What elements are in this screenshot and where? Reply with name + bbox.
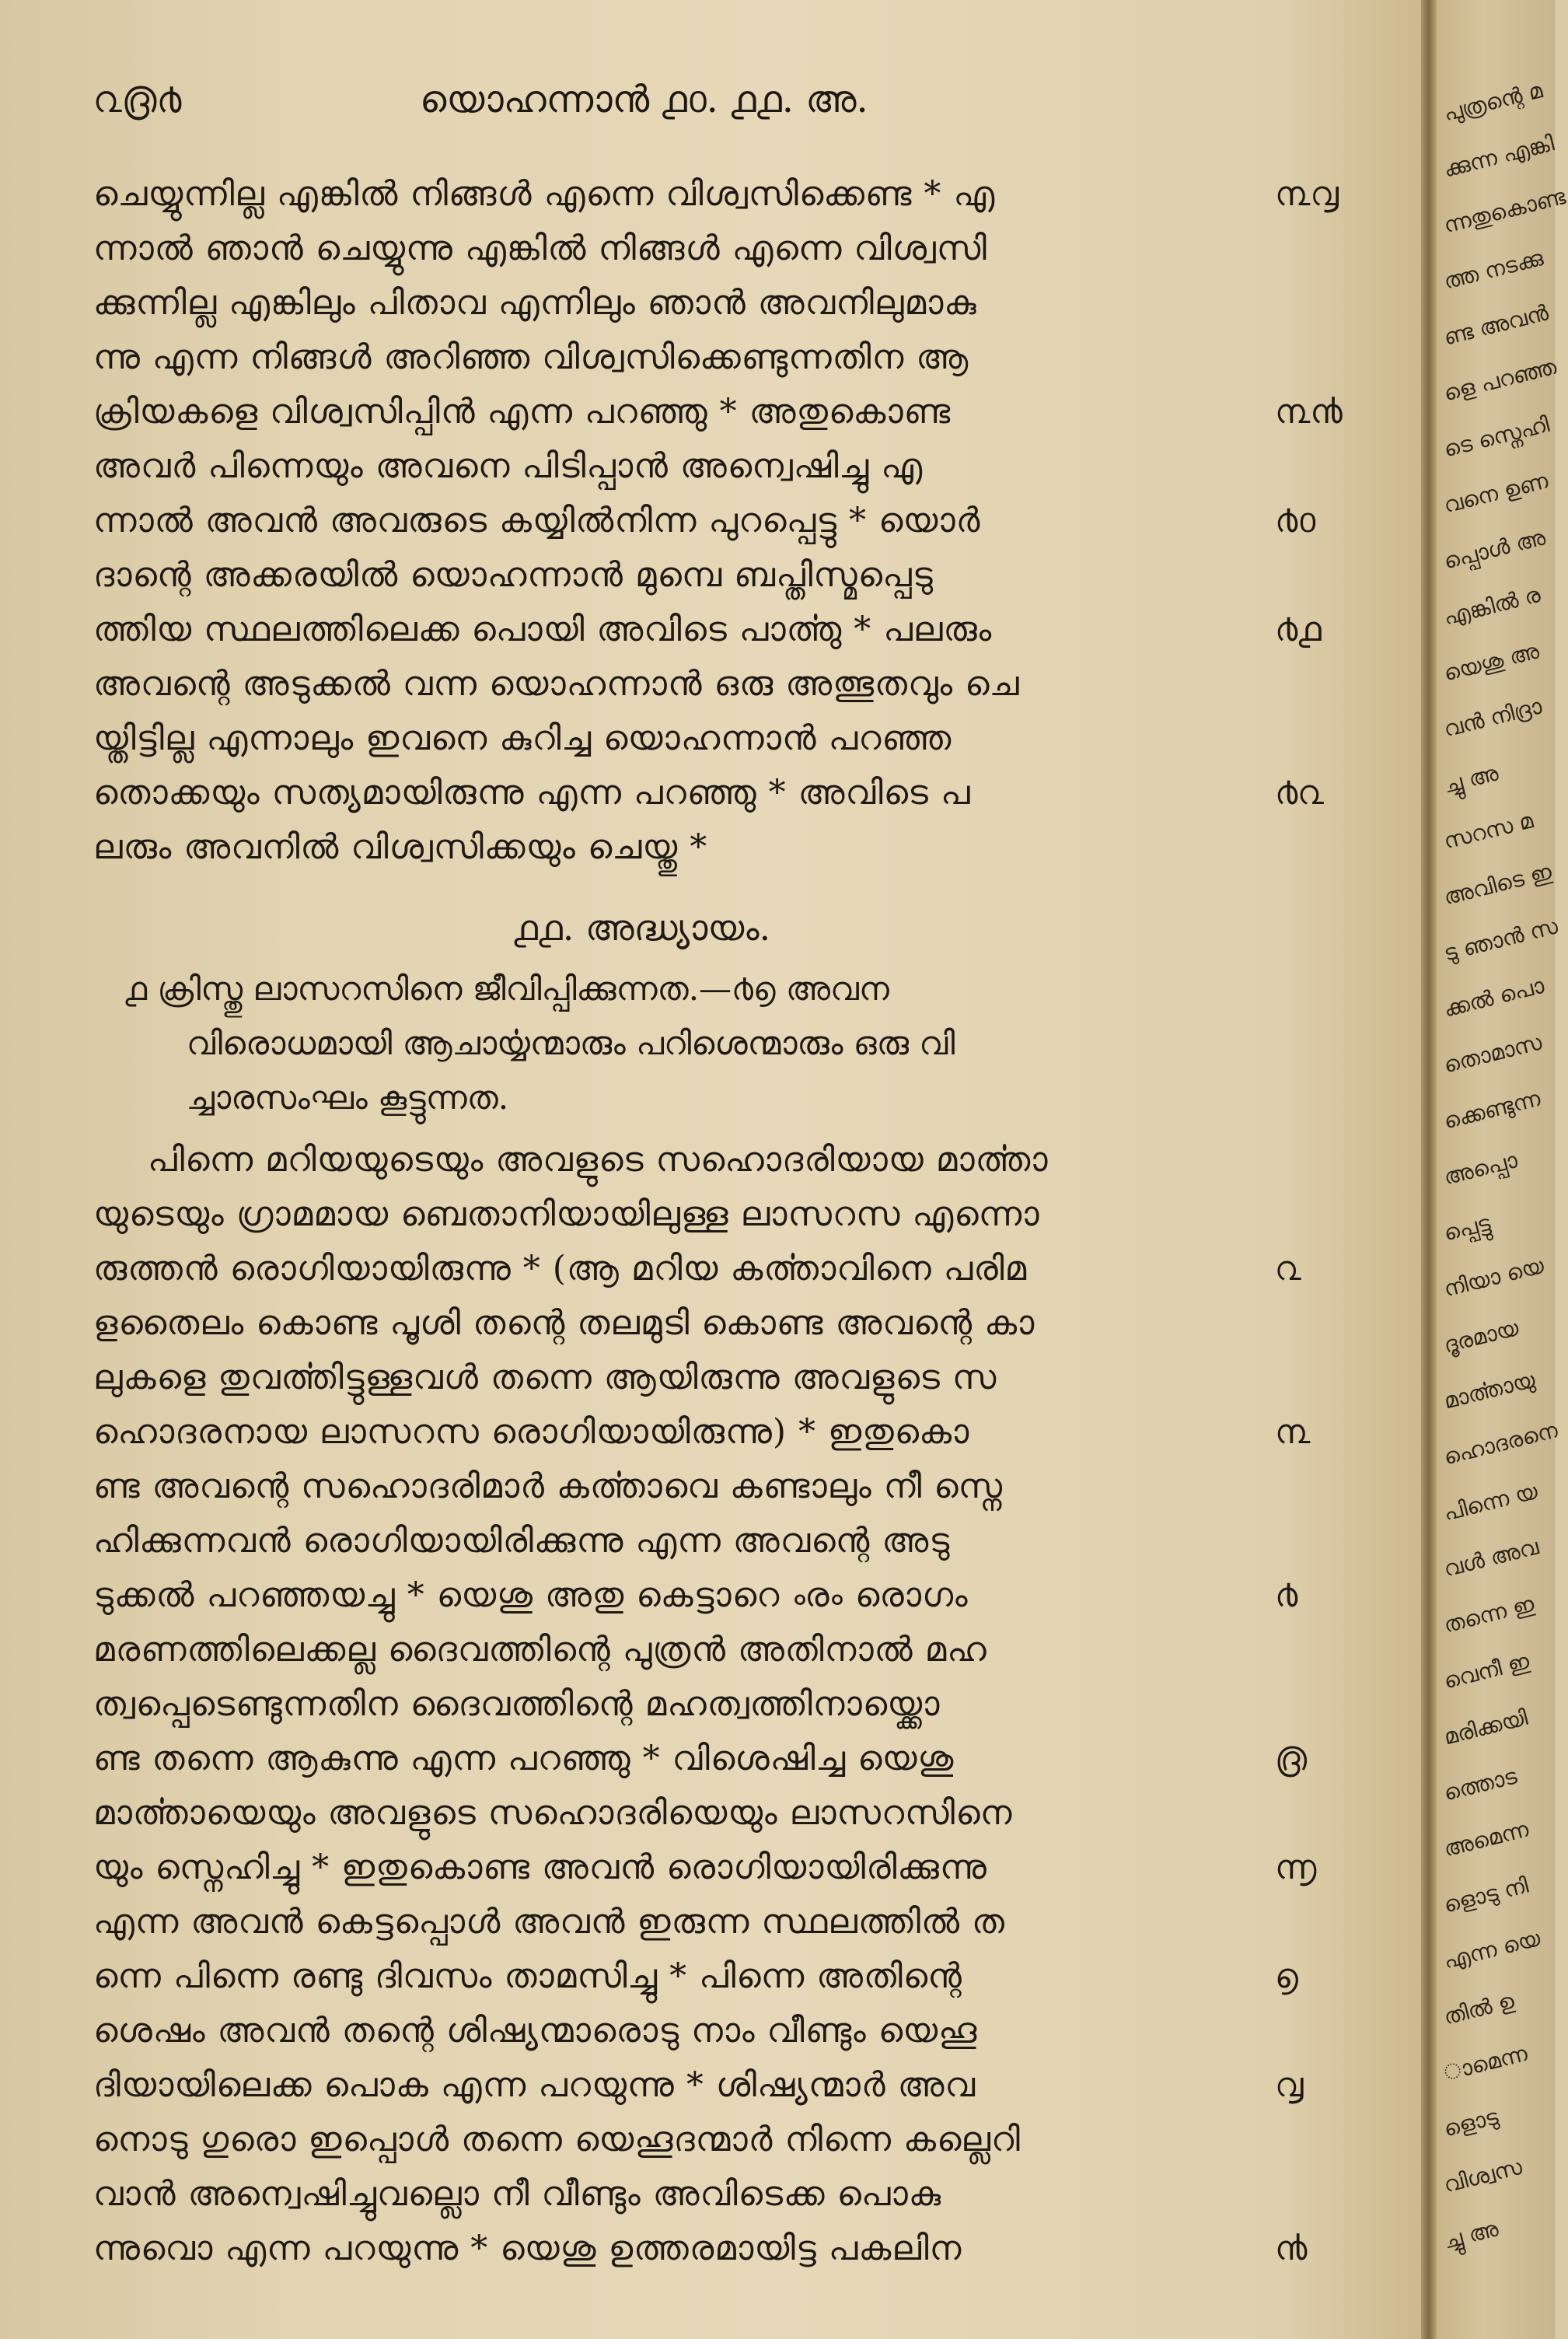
summary-line: ച്ചാരസംഘം കൂട്ടുന്നത. — [187, 1079, 509, 1117]
verse-number: ൪൦ — [1275, 501, 1316, 540]
verse-number: ൪ — [1275, 1575, 1298, 1615]
facing-page-line: വൾ അവ — [1441, 1533, 1542, 1582]
facing-page-line: ഹൊദരനെ — [1441, 1417, 1561, 1470]
summary-line: ൧ ക്രിസ്തു ലാസറസിനെ ജീവിപ്പിക്കുന്നത.—൪൭ അവന — [124, 970, 889, 1008]
text-line: ത്തിയ സ്ഥലത്തിലെക്ക പൊയി അവിടെ പാൎത്തു * പലരും — [93, 610, 993, 649]
text-line: മാൎത്തായെയും അവളുടെ സഹൊദരിയെയും ലാസറസിനെ — [93, 1793, 1013, 1833]
facing-page-line: വിശ്വസ — [1441, 2153, 1525, 2198]
facing-page-line: നിയാ യെ — [1441, 1252, 1547, 1302]
summary-line: വിരൊധമായി ആചാൎയ്യന്മാരും പറിശെന്മാരും ഒരു വി — [187, 1024, 955, 1062]
facing-page-line: ച്ചു അ — [1441, 760, 1501, 799]
text-line: അവർ പിന്നെയും അവനെ പിടിപ്പാൻ അന്വെഷിച്ചു എ — [93, 446, 924, 486]
page-number: ൨൫൪ — [93, 78, 182, 121]
facing-page-line: വെനീ ഇ — [1441, 1648, 1532, 1694]
facing-page-line: എന്ന യെ — [1441, 1925, 1543, 1974]
facing-page-line: അവിടെ ഇ — [1441, 858, 1555, 911]
text-line: ഹൊദരനായ ലാസറസ രൊഗിയായിരുന്നു) * ഇതുകൊ — [93, 1412, 970, 1452]
text-line: ണ്ട തന്നെ ആകുന്നു എന്ന പറഞ്ഞു * വിശെഷിച്ച യെശു — [93, 1739, 955, 1778]
facing-page-line: മരിക്കയി — [1441, 1704, 1531, 1750]
text-line: എന്ന അവൻ കെട്ടപ്പൊൾ അവൻ ഇരുന്ന സ്ഥലത്തിൽ ത — [93, 1902, 1005, 1942]
facing-page-line: പിന്നെ യ — [1441, 1477, 1541, 1526]
facing-page-line: ത്ത നടക്കു — [1441, 244, 1546, 295]
text-line: അവന്റെ അടുക്കൽ വന്ന യൊഹന്നാൻ ഒരു അത്ഭുതവും ചെ — [93, 664, 1020, 704]
facing-page-line: ച്ചു അ — [1441, 2215, 1501, 2254]
text-line: വാൻ അന്വെഷിച്ചുവല്ലൊ നീ വീണ്ടും അവിടെക്ക പൊകു — [93, 2174, 942, 2214]
verse-number: ൩൯ — [1275, 392, 1343, 432]
running-title: യൊഹന്നാൻ ൧൦. ൧൧. അ. — [420, 78, 868, 121]
facing-page-line: പുത്രന്റെ മ — [1441, 77, 1545, 127]
facing-page-line: തന്നെ ഇ — [1441, 1590, 1537, 1638]
text-line: ന്നാൽ അവൻ അവരുടെ കയ്യിൽനിന്ന പുറപ്പെട്ടു * യൊർ — [93, 501, 981, 540]
text-line: യ്തിട്ടില്ല എന്നാലും ഇവനെ കുറിച്ച യൊഹന്നാൻ പറഞ്ഞ — [93, 718, 952, 758]
facing-page-line: ക്കൽ പൊ — [1441, 972, 1547, 1023]
facing-page-line: ന്നതുകൊണ്ട — [1441, 183, 1568, 239]
text-line: ളതൈലം കൊണ്ട പൂശി തന്റെ തലമുടി കൊണ്ട അവന്റെ കാ — [93, 1303, 1035, 1343]
facing-page-line: ളൊടു — [1441, 2103, 1501, 2142]
facing-page-line: വനെ ഉണ — [1441, 467, 1551, 519]
text-line: ശെഷം അവൻ തന്റെ ശിഷ്യന്മാരൊടു നാം വീണ്ടും യെഹൂ — [93, 2011, 978, 2051]
facing-page-line: പ്പൊൾ അ — [1441, 524, 1549, 575]
book-gutter — [1421, 0, 1437, 2339]
text-line: ന്നു എന്ന നിങ്ങൾ അറിഞ്ഞ വിശ്വസിക്കെണ്ടുന്നതിന ആ — [93, 337, 969, 377]
text-line: തൊക്കയും സത്യമായിരുന്നു എന്ന പറഞ്ഞു * അവിടെ പ — [93, 773, 971, 813]
facing-page-line: ത്തൊട — [1441, 1763, 1520, 1806]
facing-page-line: ടെ സ്നെഹി — [1441, 411, 1552, 463]
text-line: ന്നെ പിന്നെ രണ്ടു ദിവസം താമസിച്ചു * പിന്നെ അതിന്റെ — [93, 1956, 962, 1996]
text-line: യും സ്നെഹിച്ചു * ഇതുകൊണ്ട അവൻ രൊഗിയായിരിക്കുന്നു — [93, 1848, 987, 1887]
text-line: പിന്നെ മറിയയുടെയും അവളുടെ സഹൊദരിയായ മാൎത്താ — [148, 1140, 1049, 1180]
verse-number: ൮ — [1275, 2065, 1304, 2105]
verse-number: ൭ — [1275, 1956, 1298, 1996]
facing-page-line: യെശു അ — [1441, 638, 1542, 687]
facing-page-line: ക്കെണ്ടുന്ന — [1441, 1085, 1543, 1135]
facing-page-line: തിൽ ഉ — [1441, 1988, 1517, 2030]
facing-page-line: ടു ഞാൻ സ — [1441, 913, 1561, 967]
facing-page-line: മാൎത്തായു — [1441, 1366, 1538, 1414]
facing-page-line: പ്പെട്ടു — [1441, 1209, 1493, 1246]
facing-page-line: വൻ നിദ്രാ — [1441, 693, 1545, 743]
facing-page-line: സറസ മ — [1441, 807, 1536, 855]
text-line: ചെയ്യുന്നില്ല എങ്കിൽ നിങ്ങൾ എന്നെ വിശ്വസിക്കെണ്ട * എ — [93, 174, 996, 214]
text-line: ന്നുവൊ എന്ന പറയുന്നു * യെശു ഉത്തരമായിട്ട പകലിന — [93, 2229, 962, 2268]
facing-page-line: അമെന്ന — [1441, 1816, 1531, 1862]
facing-page-line: അപ്പൊ — [1441, 1147, 1521, 1190]
text-line: ണ്ട അവന്റെ സഹൊദരിമാർ കൎത്താവെ കണ്ടാലും നീ സ്നെ — [93, 1467, 1004, 1506]
text-line: ക്കുന്നില്ല എങ്കിലും പിതാവ എന്നിലും ഞാൻ അവനിലുമാകു — [93, 283, 977, 323]
text-line: ടുക്കൽ പറഞ്ഞയച്ചു * യെശു അതു കെട്ടാറെ ൟ രൊഗം — [93, 1575, 969, 1615]
verse-number: ൪൧ — [1275, 610, 1322, 649]
facing-page-line: ളെ പറഞ്ഞ — [1441, 353, 1559, 407]
facing-page-line: തൊമാസ — [1441, 1029, 1545, 1079]
text-line: നൊടു ഗുരൊ ഇപ്പൊൾ തന്നെ യെഹൂദന്മാർ നിന്നെ കല്ലെറി — [93, 2120, 1021, 2159]
text-line: ലുകളെ തുവൎത്തിട്ടുള്ളവൾ തന്നെ ആയിരുന്നു അവളുടെ സ — [93, 1358, 997, 1397]
text-line: ന്നാൽ ഞാൻ ചെയ്യുന്നു എങ്കിൽ നിങ്ങൾ എന്നെ വിശ്വസി — [93, 229, 987, 268]
text-line: ലരും അവനിൽ വിശ്വസിക്കയും ചെയ്തു * — [93, 827, 708, 867]
text-line: മരണത്തിലെക്കല്ല ദൈവത്തിന്റെ പുത്രൻ അതിനാൽ മഹ — [93, 1630, 987, 1669]
text-line: ദിയായിലെക്ക പൊക എന്ന പറയുന്നു * ശിഷ്യന്മാർ അവ — [93, 2065, 976, 2105]
text-line: ത്വപ്പെടെണ്ടുന്നതിന ദൈവത്തിന്റെ മഹത്വത്തിനായ്ക്കൊ — [93, 1684, 941, 1724]
verse-number: ൩ — [1275, 1412, 1311, 1452]
facing-page-line: എങ്കിൽ ര — [1441, 581, 1543, 631]
facing-page-line: ക്കുന്ന എങ്കി — [1441, 130, 1557, 183]
text-line: യുടെയും ഗ്രാമമായ ബെതാനിയായിലുള്ള ലാസറസ എന്നൊ — [93, 1194, 1040, 1234]
facing-page-line: ാമെന്ന — [1441, 2040, 1531, 2086]
verse-number: ൯ — [1275, 2229, 1308, 2268]
facing-page-line: ണ്ട അവൻ — [1441, 299, 1552, 351]
facing-page-line: ദൂരമായ — [1441, 1314, 1521, 1358]
verse-number: ൨ — [1275, 1249, 1301, 1288]
verse-number: ൬ — [1275, 1848, 1317, 1887]
verse-number: ൪൨ — [1275, 773, 1324, 813]
text-line: ക്രിയകളെ വിശ്വസിപ്പിൻ എന്ന പറഞ്ഞു * അതുകൊണ്ട — [93, 392, 952, 432]
verse-number: ൫ — [1275, 1739, 1308, 1778]
chapter-heading: ൧൧. അദ്ധ്യായം. — [513, 907, 771, 949]
facing-page-line: ളൊടു നി — [1441, 1872, 1531, 1918]
text-line: ഹിക്കുന്നവൻ രൊഗിയായിരിക്കുന്നു എന്ന അവന്റെ അടു — [93, 1521, 951, 1561]
text-line: രുത്തൻ രൊഗിയായിരുന്നു * (ആ മറിയ കൎത്താവിനെ പരിമ — [93, 1249, 1028, 1288]
text-line: ദാന്റെ അക്കരയിൽ യൊഹന്നാൻ മുമ്പെ ബപ്തിസ്മപ്പെടു — [93, 555, 934, 595]
verse-number: ൩൮ — [1275, 174, 1339, 214]
